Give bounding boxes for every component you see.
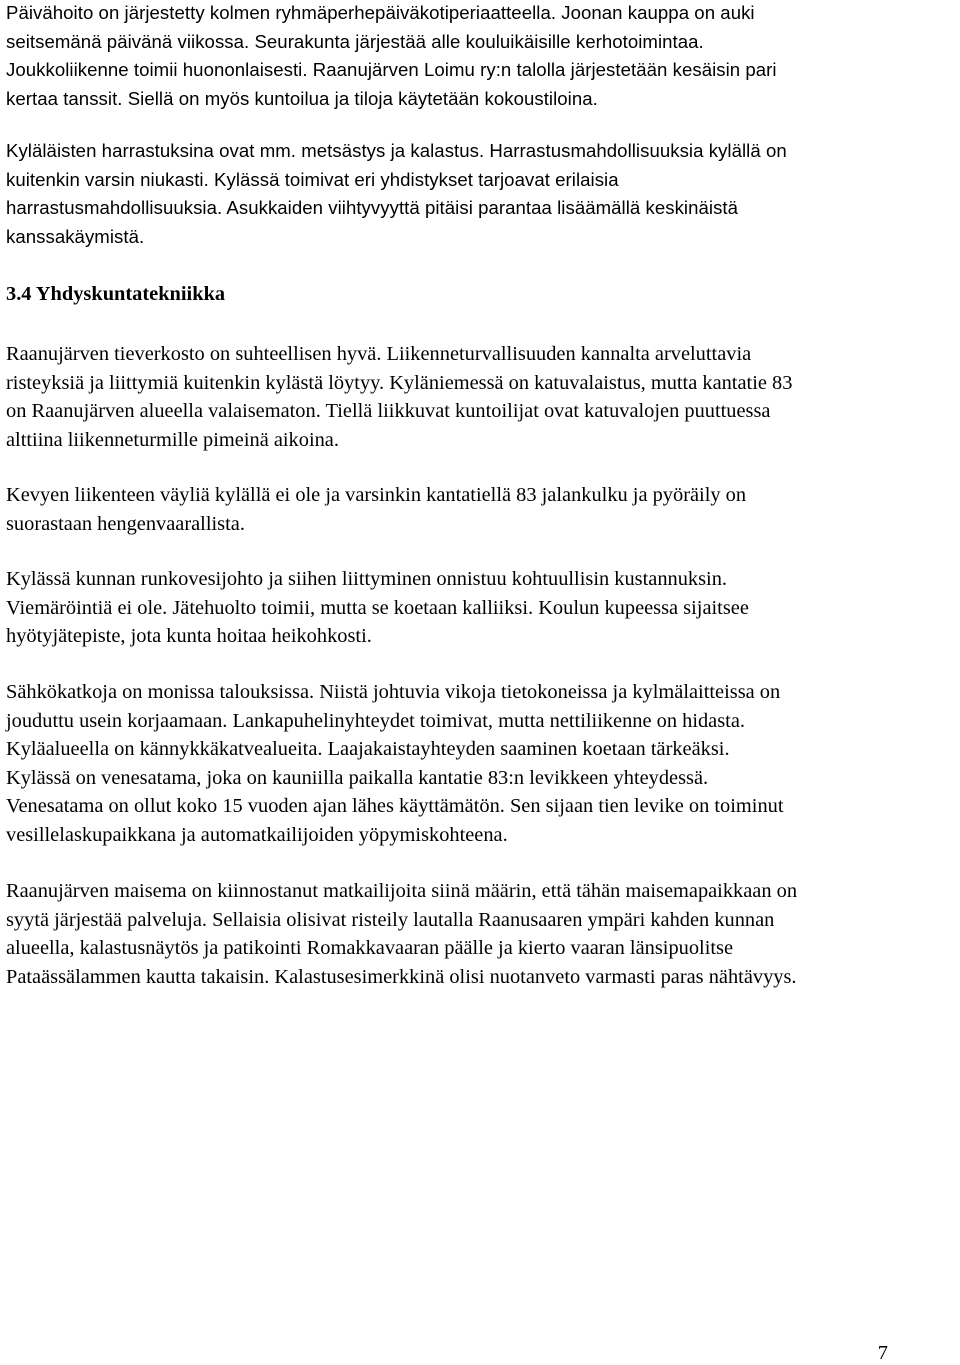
text-line: on Raanujärven alueella valaisematon. Tiellä liikkuvat kuntoilijat ovat katuvalojen puuttuessa [6, 400, 771, 422]
text-line: Päivähoito on järjestetty kolmen ryhmäperhepäiväkotiperiaatteella. Joonan kauppa on auki [6, 2, 755, 23]
paragraph-hobbies [6, 137, 787, 251]
text-line: Kevyen liikenteen väyliä kylällä ei ole ja varsinkin kantatiellä 83 jalankulku ja pyöräily on [6, 484, 747, 506]
paragraph-light-traffic [6, 481, 746, 538]
text-line: jouduttu usein korjaamaan. Lankapuhelinyhteydet toimivat, mutta nettiliikenne on hidasta. [6, 709, 745, 732]
text-line: Raanujärven tieverkosto on suhteellisen hyvä. Liikenneturvallisuuden kannalta arveluttavia [6, 343, 752, 365]
text-line: syytä järjestää palveluja. Sellaisia olisivat risteily lautalla Raanusaaren ympäri kahden kunnan [6, 908, 775, 931]
text-line: Raanujärven maisema on kiinnostanut matkailijoita siinä määrin, että tähän maisemapaikkaan on [6, 880, 798, 902]
paragraph-water-waste [6, 565, 749, 651]
text-line: kertaa tanssit. Siellä on myös kuntoilua ja tiloja käytetään kokoustiloina. [6, 87, 598, 109]
text-line: vesillelaskupaikkana ja automatkailijoiden yöpymiskohteena. [6, 823, 508, 846]
text-line: Kylässä kunnan runkovesijohto ja siihen liittyminen onnistuu kohtuullisin kustannuksin. [6, 568, 728, 590]
text-line: kanssakäymistä. [6, 225, 145, 247]
text-line: Venesatama on ollut koko 15 vuoden ajan lähes käyttämätön. Sen sijaan tien levike on toiminut [6, 795, 784, 817]
text-line: alueella, kalastusnäytös ja patikointi Romakkavaaran päälle ja kierto vaaran länsipuolitse [6, 937, 734, 959]
text-line: Kylässä on venesatama, joka on kauniilla paikalla kantatie 83:n levikkeen yhteydessä. [6, 766, 709, 789]
text-line: Kyläläisten harrastuksina ovat mm. metsästys ja kalastus. Harrastusmahdollisuuksia kylällä on [6, 140, 787, 161]
paragraph-electricity-telecom [6, 678, 784, 849]
text-line: risteyksiä ja liittymiä kuitenkin kylästä löytyy. Kyläniemessä on katuvalaistus, mutta kantatie 83 [6, 371, 793, 394]
text-line: Kyläalueella on kännykkäkatvealueita. Laajakaistayhteyden saaminen koetaan tärkeäksi. [6, 738, 730, 760]
text-line: Viemäröintiä ei ole. Jätehuolto toimii, mutta se koetaan kalliiksi. Koulun kupeessa sijaitsee [6, 596, 749, 619]
text-line: Joukkoliikenne toimii huononlaisesti. Raanujärven Loimu ry:n talolla järjestetään kesäisin pari [6, 59, 777, 80]
text-line: suorastaan hengenvaarallista. [6, 512, 245, 535]
text-line: harrastusmahdollisuuksia. Asukkaiden viihtyvyyttä pitäisi parantaa lisäämällä keskinäistä [6, 197, 739, 218]
page-number: 7 [877, 1342, 888, 1364]
text-line: hyötyjätepiste, jota kunta hoitaa heikohkosti. [6, 625, 372, 647]
section-heading: 3.4 Yhdyskuntatekniikka [6, 283, 226, 305]
text-line: seitsemänä päivänä viikossa. Seurakunta järjestää alle kouluikäisille kerhotoimintaa. [6, 30, 704, 52]
paragraph-tourism [6, 877, 797, 991]
paragraph-daycare-services [6, 0, 777, 113]
text-line: alttiina liikenneturmille pimeinä aikoina. [6, 428, 339, 451]
text-line: Pataässälammen kautta takaisin. Kalastusesimerkkinä olisi nuotanveto varmasti paras nähtävyys. [6, 965, 797, 988]
text-line: Sähkökatkoja on monissa talouksissa. Niistä johtuvia vikoja tietokoneissa ja kylmälaitteissa on [6, 681, 781, 703]
paragraph-road-network [6, 340, 792, 454]
text-line: kuitenkin varsin niukasti. Kylässä toimivat eri yhdistykset tarjoavat erilaisia [6, 168, 619, 190]
